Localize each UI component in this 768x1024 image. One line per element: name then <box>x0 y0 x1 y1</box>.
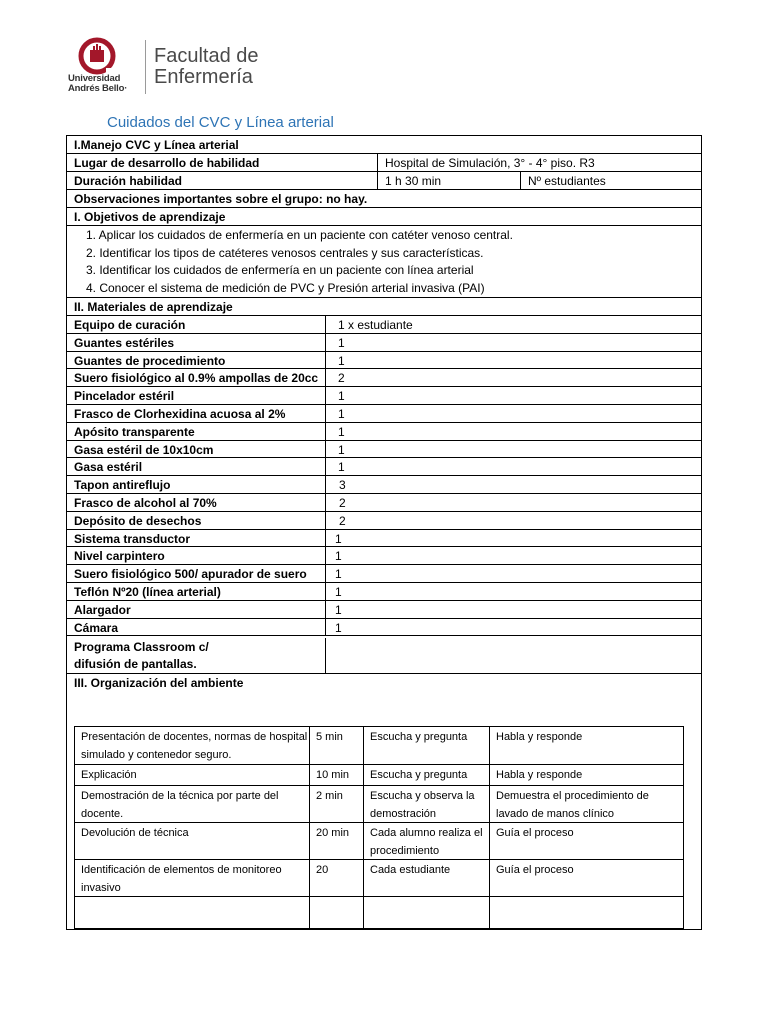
material-quantity: 1 <box>338 407 345 421</box>
materials-row <box>67 565 701 583</box>
materials-row <box>67 547 701 565</box>
organization-title-row: III. Organización del ambiente <box>74 676 244 690</box>
organization-table <box>74 726 684 929</box>
material-quantity: 2 <box>339 513 346 528</box>
organization-row <box>75 765 683 786</box>
organization-time: 20 <box>316 864 329 876</box>
material-quantity: 1 <box>335 585 342 599</box>
material-quantity: 3 <box>339 478 346 493</box>
materials-row <box>67 316 701 334</box>
materials-row <box>67 441 701 459</box>
duration-row: Duración habilidad 1 h 30 min Nº estudiantes <box>67 172 701 190</box>
material-item: Suero fisiológico 500/ apurador de suero <box>74 567 307 582</box>
materials-row <box>67 369 701 387</box>
objective-item: 4. Conocer el sistema de medición de PVC y Presión arterial invasiva (PAI) <box>86 280 485 295</box>
organization-student: Escucha y pregunta <box>370 731 468 743</box>
logo-divider <box>145 40 146 94</box>
organization-teacher: Demuestra el procedimiento de lavado de manos clínico <box>496 790 649 820</box>
materials-row-program: Programa Classroom c/ difusión de pantallas. <box>67 638 701 674</box>
materials-row <box>67 423 701 441</box>
materials-row <box>67 405 701 423</box>
material-item: Alargador <box>74 602 131 617</box>
document-title: Cuidados del CVC y Línea arterial <box>107 114 334 131</box>
organization-student: Cada alumno realiza el procedimiento <box>370 827 483 857</box>
material-item: Suero fisiológico al 0.9% ampollas de 20cc <box>74 371 319 386</box>
organization-teacher: Guía el proceso <box>496 864 574 876</box>
university-crest-icon <box>66 36 144 76</box>
organization-time: 5 min <box>316 731 343 743</box>
material-quantity: 1 <box>338 424 345 439</box>
material-item: Tapon antireflujo <box>74 478 171 493</box>
material-item: Equipo de curación <box>74 318 186 332</box>
objective-item: 3. Identificar los cuidados de enfermería en un paciente con línea arterial <box>86 263 474 277</box>
material-item: Cámara <box>74 620 119 635</box>
materials-row <box>67 583 701 601</box>
organization-row <box>75 786 683 823</box>
observations-row: Observaciones importantes sobre el grupo: no hay. <box>67 190 701 208</box>
material-quantity: 1 <box>335 531 342 546</box>
materials-row <box>67 352 701 370</box>
material-item: Guantes estériles <box>74 335 175 350</box>
objectives-title-row: I. Objetivos de aprendizaje <box>67 208 701 226</box>
objective-item: 2. Identificar los tipos de catéteres venosos centrales y sus características. <box>86 245 484 260</box>
material-quantity: 1 <box>338 335 345 350</box>
material-quantity: 2 <box>338 371 345 386</box>
materials-row <box>67 619 701 637</box>
materials-row <box>67 530 701 548</box>
university-name: Universidad Andrés Bello· <box>68 73 128 94</box>
material-quantity: 1 <box>338 389 345 404</box>
material-item: Frasco de alcohol al 70% <box>74 496 217 510</box>
materials-row <box>67 334 701 352</box>
faculty-name: Facultad de Enfermería <box>154 45 259 88</box>
material-item: Pincelador estéril <box>74 389 175 404</box>
materials-row <box>67 476 701 494</box>
material-quantity: 1 <box>338 442 345 457</box>
organization-time: 2 min <box>316 790 343 802</box>
material-quantity: 1 x estudiante <box>338 318 413 332</box>
organization-teacher: Habla y responde <box>496 731 583 743</box>
material-quantity: 1 <box>335 602 342 617</box>
materials-row <box>67 387 701 405</box>
organization-time <box>310 897 363 928</box>
objective-item: 1. Aplicar los cuidados de enfermería en un paciente con catéter venoso central. <box>86 228 513 242</box>
material-item: Gasa estéril de 10x10cm <box>74 442 214 457</box>
organization-time: 20 min <box>316 827 350 839</box>
organization-student: Escucha y observa la demostración <box>370 790 475 820</box>
material-item: Apósito transparente <box>74 424 195 439</box>
organization-row <box>75 860 683 897</box>
organization-activity: Identificación de elementos de monitoreo invasivo <box>81 864 282 894</box>
objectives-list <box>67 226 701 298</box>
organization-row <box>75 897 683 928</box>
organization-activity <box>75 897 308 928</box>
materials-row <box>67 458 701 476</box>
organization-activity: Demostración de la técnica por parte del docente. <box>81 790 279 820</box>
material-item: Sistema transductor <box>74 531 191 546</box>
organization-teacher: Guía el proceso <box>496 827 574 839</box>
materials-row <box>67 512 701 530</box>
organization-activity: Presentación de docentes, normas de hospital simulado y contenedor seguro. <box>81 731 308 761</box>
material-item: Guantes de procedimiento <box>74 353 226 368</box>
organization-teacher: Habla y responde <box>496 769 583 781</box>
material-item: Nivel carpintero <box>74 549 165 564</box>
material-quantity: 1 <box>335 549 342 564</box>
organization-student: Cada estudiante <box>370 864 451 876</box>
material-quantity: 2 <box>339 496 346 510</box>
organization-row <box>75 727 683 765</box>
materials-row <box>67 601 701 619</box>
material-quantity: 1 <box>338 460 345 475</box>
materials-row <box>67 494 701 512</box>
organization-student <box>364 897 489 928</box>
organization-row <box>75 823 683 860</box>
section-title-row: I.Manejo CVC y Línea arterial <box>67 136 701 154</box>
organization-student: Escucha y pregunta <box>370 769 468 781</box>
material-item: Depósito de desechos <box>74 513 202 528</box>
material-quantity: 1 <box>335 567 342 582</box>
material-item: Frasco de Clorhexidina acuosa al 2% <box>74 407 286 421</box>
material-item: Teflón Nº20 (línea arterial) <box>74 585 221 599</box>
materials-title-row: II. Materiales de aprendizaje <box>67 298 701 316</box>
material-item: Gasa estéril <box>74 460 143 475</box>
material-quantity: 1 <box>335 620 342 635</box>
material-quantity: 1 <box>338 353 345 368</box>
organization-teacher <box>490 897 683 928</box>
organization-time: 10 min <box>316 769 350 781</box>
place-row: Lugar de desarrollo de habilidad Hospital de Simulación, 3° - 4° piso. R3 <box>67 154 701 172</box>
organization-activity: Explicación <box>81 769 137 781</box>
organization-activity: Devolución de técnica <box>81 827 189 839</box>
